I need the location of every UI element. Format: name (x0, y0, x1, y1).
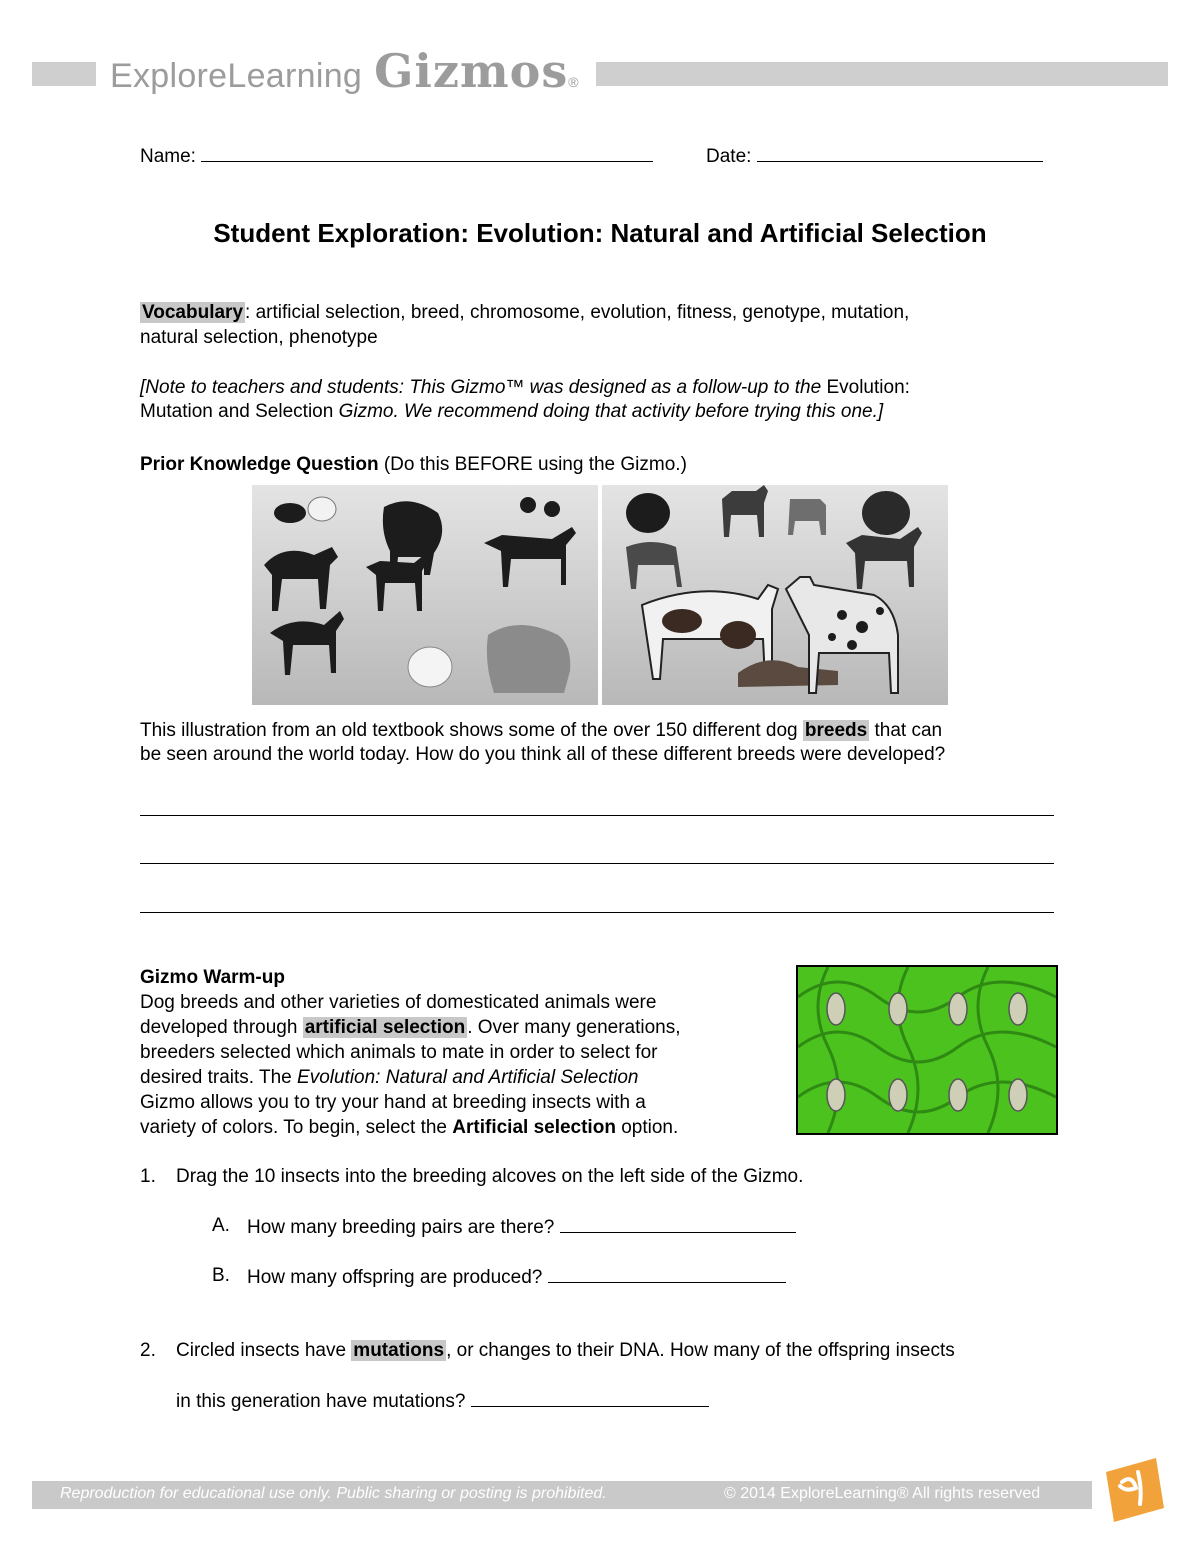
note-line-2: Mutation and Selection Gizmo. We recommend doing that activity before trying this one.] (140, 401, 884, 422)
dog-breeds-illustration (252, 485, 948, 705)
prior-knowledge-heading: Prior Knowledge Question (Do this BEFORE using the Gizmo.) (140, 454, 687, 475)
explorelearning-gizmos-logo: ExploreLearning Gizmos ® (110, 44, 579, 98)
vocabulary-line-1: Vocabulary : artificial selection, breed, chromosome, evolution, fitness, genotype, mutation, (142, 302, 910, 323)
header-bar-right (596, 62, 1168, 86)
header-bar-left (32, 62, 96, 86)
footer-disclaimer: Reproduction for educational use only. Public sharing or posting is prohibited. (60, 1485, 607, 1502)
date-label: Date: (706, 146, 752, 167)
term-breeds: breeds (804, 720, 868, 741)
term-artificial-selection: artificial selection (304, 1017, 466, 1038)
footer-copyright: © 2014 ExploreLearning® All rights reserved (724, 1485, 1041, 1502)
prior-question-line-2: be seen around the world today. How do you think all of these different breeds were developed? (140, 744, 946, 765)
answer-line[interactable] (140, 863, 1054, 864)
question-1 (140, 1165, 804, 1189)
gizmo-insects-screenshot (796, 965, 1058, 1135)
page-title: Student Exploration: Evolution: Natural and Artificial Selection (213, 218, 987, 248)
warmup-line-4: desired traits. The Evolution: Natural and Artificial Selection (140, 1067, 639, 1088)
answer-line[interactable] (140, 815, 1054, 816)
note-line-1: [Note to teachers and students: This Gizmo™ was designed as a follow-up to the Evolution: (140, 377, 910, 398)
warmup-line-3: breeders selected which animals to mate in order to select for (140, 1042, 658, 1063)
warmup-line-6: variety of colors. To begin, select the Artificial selection option. (140, 1117, 679, 1138)
question-2-number: 2. (140, 1340, 156, 1361)
question-2: 2. Circled insects have mutations , or changes to their DNA. How many of the offspring insects (140, 1340, 955, 1361)
name-label: Name: (140, 146, 196, 167)
question-1b: B. How many offspring are produced? (212, 1264, 230, 1288)
answer-line[interactable] (140, 912, 1054, 913)
warmup-line-5: Gizmo allows you to try your hand at breeding insects with a (140, 1092, 646, 1113)
date-field (706, 143, 1043, 169)
explorelearning-el-logo-icon (1098, 1452, 1170, 1524)
warmup-heading: Gizmo Warm-up (140, 967, 285, 988)
question-1a: A. How many breeding pairs are there? (212, 1214, 230, 1238)
vocabulary-line-2: natural selection, phenotype (140, 327, 378, 348)
vocabulary-label: Vocabulary (142, 302, 244, 323)
question-1-number: 1. (140, 1166, 156, 1187)
question-1-text: Drag the 10 insects into the breeding alcoves on the left side of the Gizmo. (176, 1166, 804, 1187)
name-field (140, 143, 653, 169)
term-mutations: mutations (353, 1340, 445, 1361)
answer-blank-2[interactable] (471, 1388, 709, 1407)
answer-blank-1a[interactable] (560, 1214, 796, 1233)
name-blank[interactable] (201, 143, 653, 162)
warmup-line-1: Dog breeds and other varieties of domesticated animals were (140, 992, 657, 1013)
question-2-line-2: in this generation have mutations? (176, 1388, 709, 1414)
date-blank[interactable] (757, 143, 1043, 162)
warmup-line-2: developed through artificial selection . Over many generations, (140, 1017, 681, 1038)
prior-question-line-1: This illustration from an old textbook shows some of the over 150 different dog breeds that can (140, 720, 943, 741)
answer-blank-1b[interactable] (548, 1264, 786, 1283)
